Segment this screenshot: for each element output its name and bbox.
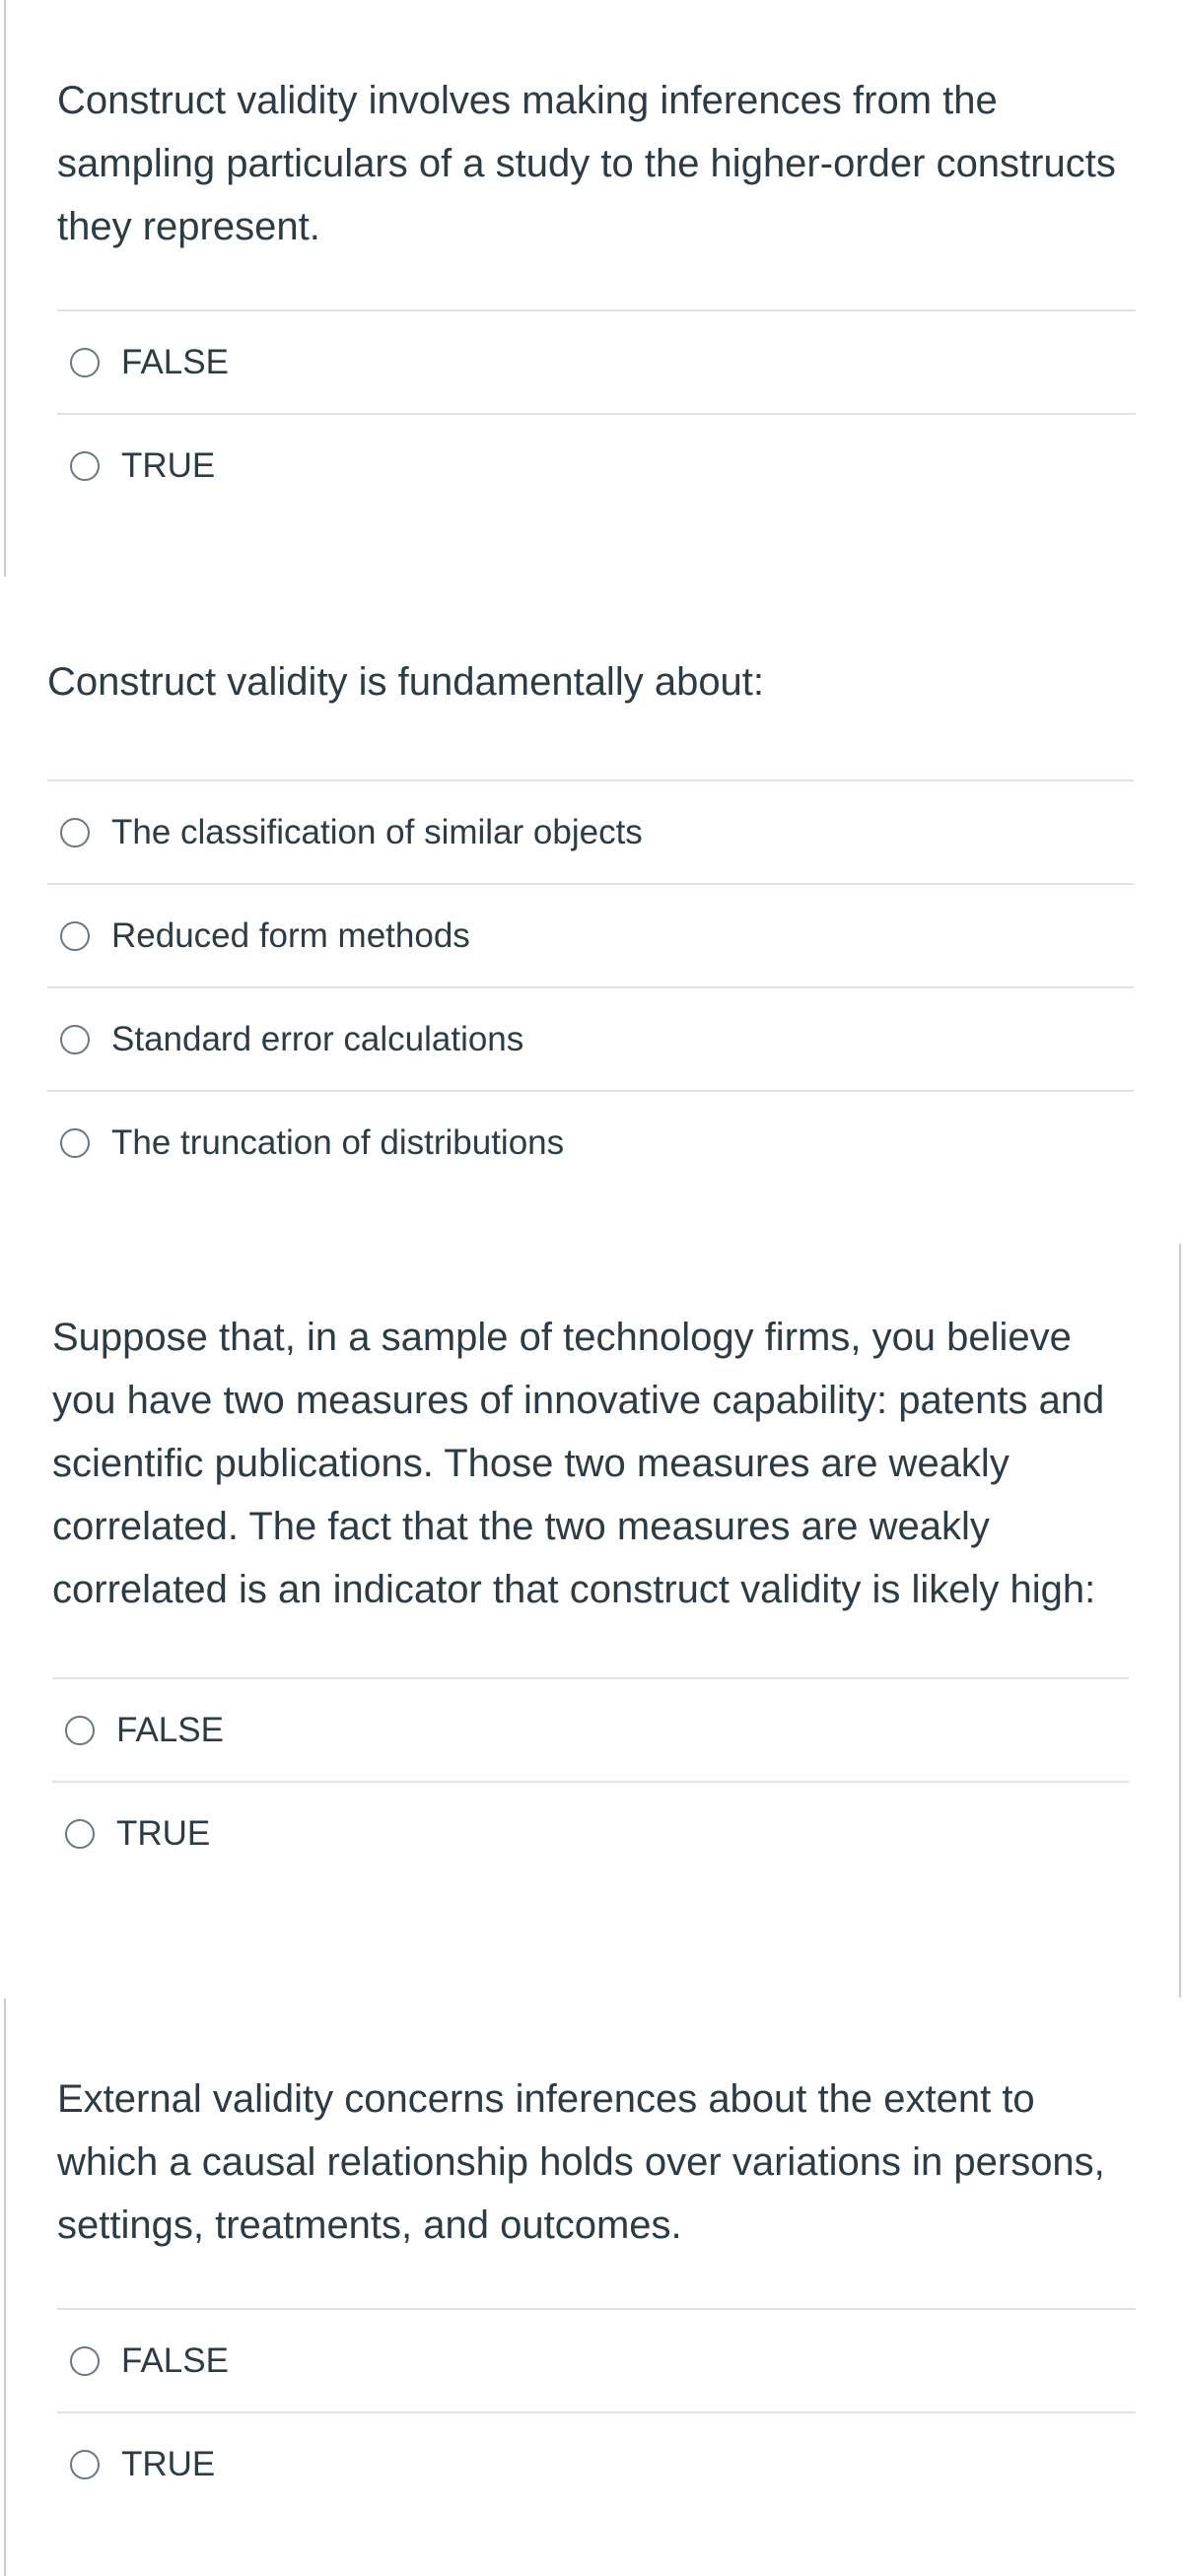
question-2-answers [47, 780, 1134, 1193]
question-4 [57, 2068, 1136, 2515]
answer-label: FALSE [116, 1710, 224, 1749]
answer-q2-option-4[interactable] [47, 1090, 1134, 1193]
radio-button-icon[interactable] [60, 921, 90, 951]
question-4-text: External validity concerns inferences about the extent to which a causal relationship holds over variations in persons, settings, treatments, and outcomes. [57, 2077, 1105, 2247]
question-1 [57, 69, 1136, 516]
answer-q2-option-1[interactable] [47, 780, 1134, 883]
question-2-text: Construct validity is fundamentally about: [47, 660, 765, 704]
question-3-text: Suppose that, in a sample of technology firms, you believe you have two measures of innovative capability: patents and scientific publications. Those two measures are weakly correlated. The fact that the two measures are weakly correlated is an indicator that construct validity is likely high: [52, 1316, 1105, 1611]
answer-q4-false[interactable] [57, 2308, 1136, 2411]
radio-button-icon[interactable] [70, 2346, 100, 2376]
question-4-answers [57, 2308, 1136, 2515]
answer-q1-false[interactable] [57, 309, 1136, 413]
answer-label: FALSE [121, 342, 229, 381]
question-1-answers [57, 309, 1136, 516]
radio-button-icon[interactable] [60, 818, 90, 847]
question-3 [52, 1306, 1129, 1884]
answer-q3-false[interactable] [52, 1677, 1129, 1781]
answer-label: Reduced form methods [111, 915, 470, 955]
answer-q2-option-2[interactable] [47, 883, 1134, 986]
panel-edge-right-3 [1179, 1244, 1181, 1998]
answer-q2-option-3[interactable] [47, 986, 1134, 1090]
answer-label: Standard error calculations [111, 1019, 524, 1058]
question-3-answers [52, 1677, 1129, 1884]
panel-edge-left-1 [4, 0, 6, 576]
answer-label: TRUE [121, 445, 216, 485]
panel-edge-left-4 [4, 1999, 6, 2576]
radio-button-icon[interactable] [60, 1128, 90, 1158]
question-2 [47, 650, 1134, 1193]
radio-button-icon[interactable] [70, 451, 100, 481]
question-1-text: Construct validity involves making inferences from the sampling particulars of a study to the higher-order constructs they represent. [57, 79, 1116, 248]
radio-button-icon[interactable] [70, 2450, 100, 2479]
radio-button-icon[interactable] [60, 1025, 90, 1054]
answer-label: FALSE [121, 2340, 229, 2380]
answer-q4-true[interactable] [57, 2411, 1136, 2515]
answer-label: The truncation of distributions [111, 1122, 565, 1162]
answer-q1-true[interactable] [57, 413, 1136, 516]
answer-label: The classification of similar objects [111, 812, 643, 851]
radio-button-icon[interactable] [65, 1819, 95, 1849]
radio-button-icon[interactable] [70, 348, 100, 377]
answer-label: TRUE [121, 2444, 216, 2483]
answer-label: TRUE [116, 1813, 211, 1853]
radio-button-icon[interactable] [65, 1716, 95, 1745]
answer-q3-true[interactable] [52, 1781, 1129, 1884]
